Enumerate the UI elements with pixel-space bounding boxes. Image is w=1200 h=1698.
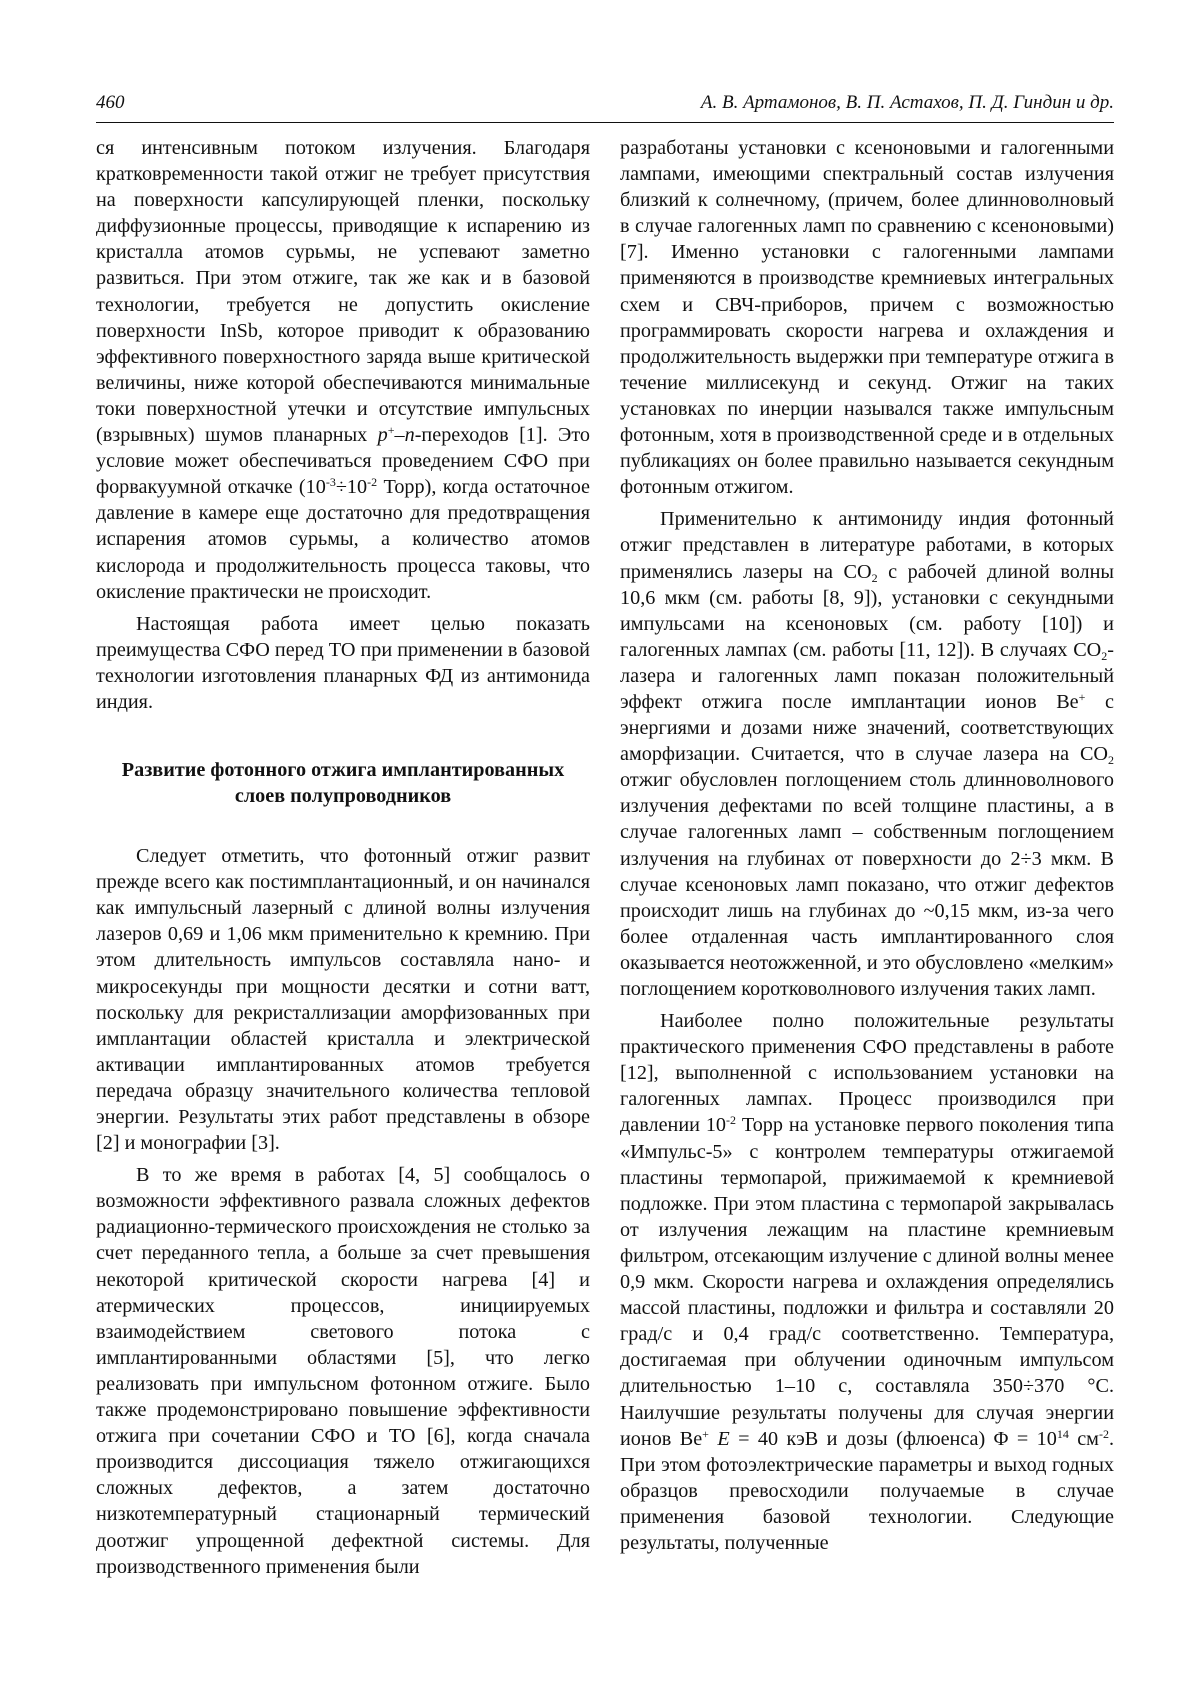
paragraph-results: Наиболее полно положительные результаты практического применения СФО представлены в работе [12], выполненной с использованием установки на галогенных лампах. Процесс производился при давлении $10^{-2}$ Торр на установке первого поколения типа «Импульс-5» с контролем температуры отжигаемой пластины термопарой, прижимаемой к кремниевой подложке. При этом пластина с термопарой закрывалась от излучения лежащим на пластине кремниевым фильтром, отсекающим излучение с длиной волны менее 0,9 мкм. Скорости нагрева и охлаждения определялись массой пластины, подложки и фильтра и составляли 20 град/с и 0,4 град/с соответственно. Температура, достигаемая при облучении одиночным импульсом длительностью 1–10 с, составляла 350÷370 °C. Наилучшие результаты получены для случая энергии ионов Be+ E = 40 кэВ и дозы (флюенса) $\Phi = 10^{14}$ $см^{-2}$. При этом фотоэлектрические параметры и выход годных образцов превосходили получаемые в случае применения базовой технологии. Следующие результаты, полученные: [620, 1010, 1115, 1554]
p-type-label: p: [377, 424, 388, 447]
header-rule: [96, 122, 1114, 123]
energy-symbol: E: [717, 1427, 730, 1450]
running-header: [96, 92, 1114, 114]
right-column: [620, 135, 1114, 1556]
paragraph-continuation: ся интенсивным потоком излучения. Благодаря кратковременности такой отжиг не требует присутствия на поверхности капсулирующей пленки, поскольку диффузионные процессы, приводящие к испарению из кристалла атомов сурьмы, не успевают заметно развиться. При этом отжиге, так же как и в базовой технологии, требуется не допустить окисление поверхности InSb, которое приводит к образованию эффективного поверхностного заряда выше критической величины, ниже которой обеспечиваются минимальные токи поверхностной утечки и отсутствие импульсных (взрывных) шумов планарных p+–n-переходов [1]. Это условие может обеспечиваться проведением СФО при форвакуумной откачке ($10^{-3}\div 10^{-2}$ Торр), когда остаточное давление в камере еще достаточно для предотвращения испарения атомов сурьмы, а количество атомов кислорода и продолжительность процесса таковы, что окисление практически не происходит.: [96, 137, 591, 603]
paragraph-history: Следует отметить, что фотонный отжиг развит прежде всего как постимплантационный, и он начинался как импульсный лазерный с длиной волны излучения лазеров 0,69 и 1,06 мкм применительно к кремнию. При этом длительность импульсов составляла нано- и микросекунды при мощности десятки и сотни ватт, поскольку для рекристаллизации аморфизованных при имплантации областей кристалла и электрической активации имплантированных атомов требуется передача образцу значительного количества тепловой энергии. Результаты этих работ представлены в обзоре [2] и монографии [3].: [96, 845, 590, 1155]
authors-header: А. В. Артамонов, В. П. Астахов, П. Д. Гиндин и др.: [700, 92, 1114, 113]
paragraph-aim: Настоящая работа имеет целью показать преимущества СФО перед ТО при применении в базовой технологии изготовления планарных ФД из антимонида индия.: [96, 612, 590, 713]
paragraph-installations: разработаны установки с ксеноновыми и галогенными лампами, имеющими спектральный состав излучения близкий к солнечному, (причем, более длинноволновый в случае галогенных ламп по сравнению с ксеноновыми) [7]. Именно установки с галогенными лампами применяются в производстве кремниевых интегральных схем и СВЧ-приборов, причем с возможностью программировать скорости нагрева и охлаждения и продолжительность выдержки при температуре отжига в течение миллисекунд и секунд. Отжиг на таких установках по инерции назывался также импульсным фотонным, хотя в производственной среде и в отдельных публикациях он более правильно называется секундным фотонным отжигом.: [620, 137, 1114, 499]
paragraph-insb: Применительно к антимониду индия фотонный отжиг представлен в литературе работами, в которых применялись лазеры на $CO_2$ с рабочей длиной волны 10,6 мкм (см. работы [8, 9]), установки с секундными импульсами на ксеноновых (см. работу [10]) и галогенных лампах (см. работы [11, 12]). В случаях $CO_2$-лазера и галогенных ламп показан положительный эффект отжига после имплантации ионов Be+ с энергиями и дозами ниже значений, соответствующих аморфизации. Считается, что в случае лазера на $CO_2$ отжиг обусловлен поглощением столь длинноволнового излучения дефектами по всей толщине пластины, а в случае галогенных ламп – собственным поглощением излучения на глубинах от поверхности до 2÷3 мкм. В случае ксеноновых ламп показано, что отжиг дефектов происходит лишь на глубинах до ~0,15 мкм, из-за чего более отдаленная часть имплантированного слоя оказывается неотожженной, и это обусловлено «мелким» поглощением коротковолнового излучения таких ламп.: [620, 508, 1114, 1000]
left-column: [96, 135, 590, 1580]
paragraph-defects: В то же время в работах [4, 5] сообщалось о возможности эффективного развала сложных дефектов радиационно-термического происхождения не столько за счет переданного тепла, а больше за счет превышения некоторой критической скорости нагрева [4] и атермических процессов, инициируемых взаимодействием светового потока с имплантированными областями [5], что легко реализовать при импульсном фотонном отжиге. Было также продемонстрировано повышение эффективности отжига при сочетании СФО и ТО [6], когда сначала производится диссоциация тяжело отжигающихся сложных дефектов, а затем достаточно низкотемпературный стационарный термический доотжиг упрощенной дефектной системы. Для производственного применения были: [96, 1164, 590, 1578]
section-title: Развитие фотонного отжига имплантированных слоев полупроводников: [121, 759, 565, 808]
page-number: 460: [96, 92, 125, 113]
